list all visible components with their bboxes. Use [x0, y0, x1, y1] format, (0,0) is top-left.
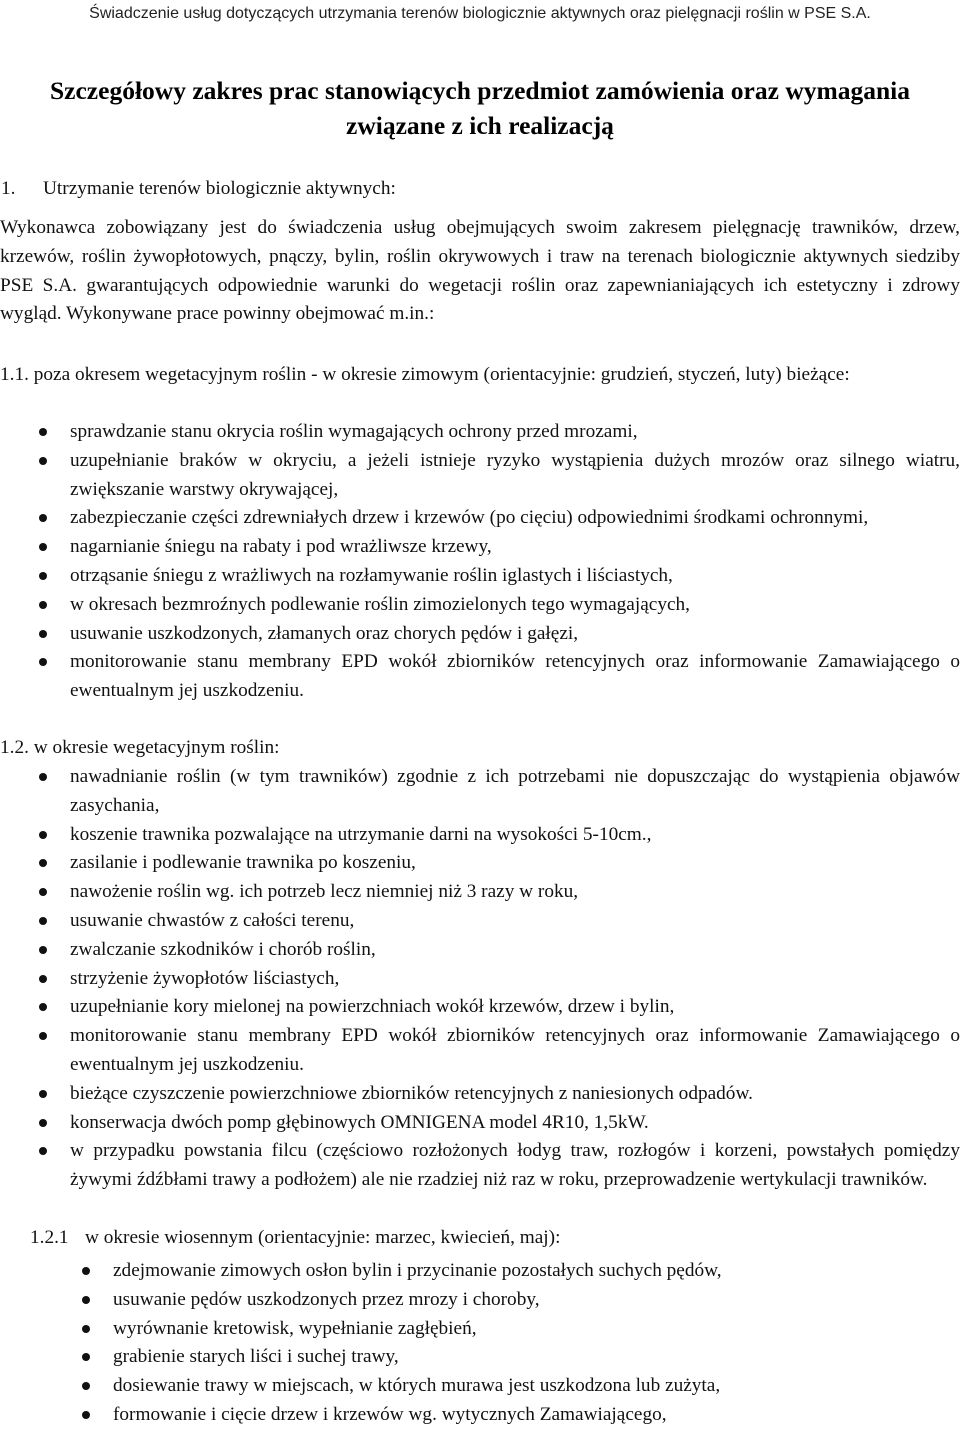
bullet-icon: [39, 514, 47, 522]
list-item: monitorowanie stanu membrany EPD wokół zbiorników retencyjnych oraz informowanie Zamawiającego o ewentualnym jej uszkodzeniu.: [0, 648, 960, 706]
subsection-1-2-number: 1.2.: [0, 737, 29, 758]
list-item: strzyżenie żywopłotów liściastych,: [0, 965, 960, 994]
list-item: uzupełnianie kory mielonej na powierzchniach wokół krzewów, drzew i bylin,: [0, 993, 960, 1022]
bullet-icon: [82, 1411, 90, 1419]
subsection-1-2-title: w okresie wegetacyjnym roślin:: [33, 737, 280, 758]
bullet-icon: [39, 572, 47, 580]
bullet-icon: [39, 975, 47, 983]
bullet-icon: [39, 630, 47, 638]
list-item: koszenie trawnika pozwalające na utrzymanie darni na wysokości 5-10cm.,: [0, 821, 960, 850]
list-item: monitorowanie stanu membrany EPD wokół zbiorników retencyjnych oraz informowanie Zamawiającego o ewentualnym jej uszkodzeniu.: [0, 1022, 960, 1080]
bullet-icon: [39, 773, 47, 781]
bullet-icon: [39, 601, 47, 609]
bullet-icon: [39, 859, 47, 867]
bullet-icon: [82, 1353, 90, 1361]
bullet-icon: [82, 1267, 90, 1275]
list-item: nagarnianie śniegu na rabaty i pod wrażliwsze krzewy,: [0, 533, 960, 562]
bullet-icon: [39, 1119, 47, 1127]
section-1-intro-paragraph: Wykonawca zobowiązany jest do świadczenia usług obejmujących swoim zakresem pielęgnację trawników, drzew, krzewów, roślin żywopłotowych, pnączy, bylin, roślin okrywowych i traw na terenach biologicznie aktywnych siedziby PSE S.A. gwarantujących odpowiednie warunki do wegetacji roślin oraz zapewnianiających ich estetyczny i zdrowy wygląd. Wykonywane prace powinny obejmować m.in.:: [0, 217, 960, 325]
bullet-icon: [82, 1382, 90, 1390]
section-1-title: Utrzymanie terenów biologicznie aktywnych:: [43, 178, 396, 199]
bullet-icon: [39, 1032, 47, 1040]
list-item: usuwanie chwastów z całości terenu,: [0, 907, 960, 936]
list-item: sprawdzanie stanu okrycia roślin wymagających ochrony przed mrozami,: [0, 418, 960, 447]
section-1-heading: [0, 175, 396, 204]
list-item: usuwanie pędów uszkodzonych przez mrozy i choroby,: [0, 1286, 960, 1315]
subsection-1-1-title: poza okresem wegetacyjnym roślin - w okresie zimowym (orientacyjnie: grudzień, styczeń, luty) bieżące:: [33, 364, 850, 385]
list-item: otrząsanie śniegu z wrażliwych na rozłamywanie roślin iglastych i liściastych,: [0, 562, 960, 591]
subsection-1-1-list: [0, 418, 960, 706]
list-item: formowanie i cięcie drzew i krzewów wg. wytycznych Zamawiającego,: [0, 1401, 960, 1430]
bullet-icon: [39, 543, 47, 551]
list-item: uzupełnianie braków w okryciu, a jeżeli istnieje ryzyko wystąpienia dużych mrozów oraz silnego wiatru, zwiększanie warstwy okrywającej,: [0, 447, 960, 505]
list-item: zasilanie i podlewanie trawnika po koszeniu,: [0, 849, 960, 878]
subsection-1-2-1-title: w okresie wiosennym (orientacyjnie: marzec, kwiecień, maj):: [85, 1227, 561, 1248]
bullet-icon: [82, 1296, 90, 1304]
list-item: w okresach bezmroźnych podlewanie roślin zimozielonych tego wymagających,: [0, 591, 960, 620]
list-item: bieżące czyszczenie powierzchniowe zbiorników retencyjnych z naniesionych odpadów.: [0, 1080, 960, 1109]
list-item: wyrównanie kretowisk, wypełnianie zagłębień,: [0, 1315, 960, 1344]
list-item: grabienie starych liści i suchej trawy,: [0, 1343, 960, 1372]
list-item: usuwanie uszkodzonych, złamanych oraz chorych pędów i gałęzi,: [0, 620, 960, 649]
list-item: zdejmowanie zimowych osłon bylin i przycinanie pozostałych suchych pędów,: [0, 1257, 960, 1286]
bullet-icon: [39, 917, 47, 925]
subsection-1-2-list: [0, 763, 960, 1195]
subsection-1-1-number: 1.1.: [0, 364, 29, 385]
list-item: nawożenie roślin wg. ich potrzeb lecz niemniej niż 3 razy w roku,: [0, 878, 960, 907]
bullet-icon: [39, 457, 47, 465]
bullet-icon: [39, 1003, 47, 1011]
list-item: zabezpieczanie części zdrewniałych drzew i krzewów (po cięciu) odpowiednimi środkami ochronnymi,: [0, 504, 960, 533]
running-header: Świadczenie usług dotyczących utrzymania terenów biologicznie aktywnych oraz pielęgnacji roślin w PSE S.A.: [89, 5, 871, 22]
bullet-icon: [39, 428, 47, 436]
document-title-line-2: związane z ich realizacją: [346, 110, 614, 140]
bullet-icon: [82, 1325, 90, 1333]
bullet-icon: [39, 831, 47, 839]
subsection-1-2-1-number: 1.2.1: [30, 1227, 69, 1248]
subsection-1-2-heading: [0, 734, 960, 763]
bullet-icon: [39, 888, 47, 896]
list-item: zwalczanie szkodników i chorób roślin,: [0, 936, 960, 965]
list-item: nawadnianie roślin (w tym trawników) zgodnie z ich potrzebami nie dopuszczając do wystąpienia objawów zasychania,: [0, 763, 960, 821]
list-item: w przypadku powstania filcu (częściowo rozłożonych łodyg traw, rozłogów i korzeni, powstałych pomiędzy żywymi źdźbłami trawy a podłożem) ale nie rzadziej niż raz w roku, przeprowadzenie wertykulacji trawników.: [0, 1137, 960, 1195]
bullet-icon: [39, 658, 47, 666]
subsection-1-2-1-heading: [30, 1224, 560, 1253]
document-title: [0, 74, 960, 143]
list-item: konserwacja dwóch pomp głębinowych OMNIGENA model 4R10, 1,5kW.: [0, 1109, 960, 1138]
section-1-number: 1.: [1, 178, 16, 199]
bullet-icon: [39, 946, 47, 954]
bullet-icon: [39, 1090, 47, 1098]
subsection-1-2-1-list: [0, 1257, 960, 1430]
document-title-line-1: Szczegółowy zakres prac stanowiących przedmiot zamówienia oraz wymagania: [49, 76, 910, 105]
bullet-icon: [39, 1147, 47, 1155]
subsection-1-1-heading: [0, 361, 960, 390]
list-item: dosiewanie trawy w miejscach, w których murawa jest uszkodzona lub zużyta,: [0, 1372, 960, 1401]
